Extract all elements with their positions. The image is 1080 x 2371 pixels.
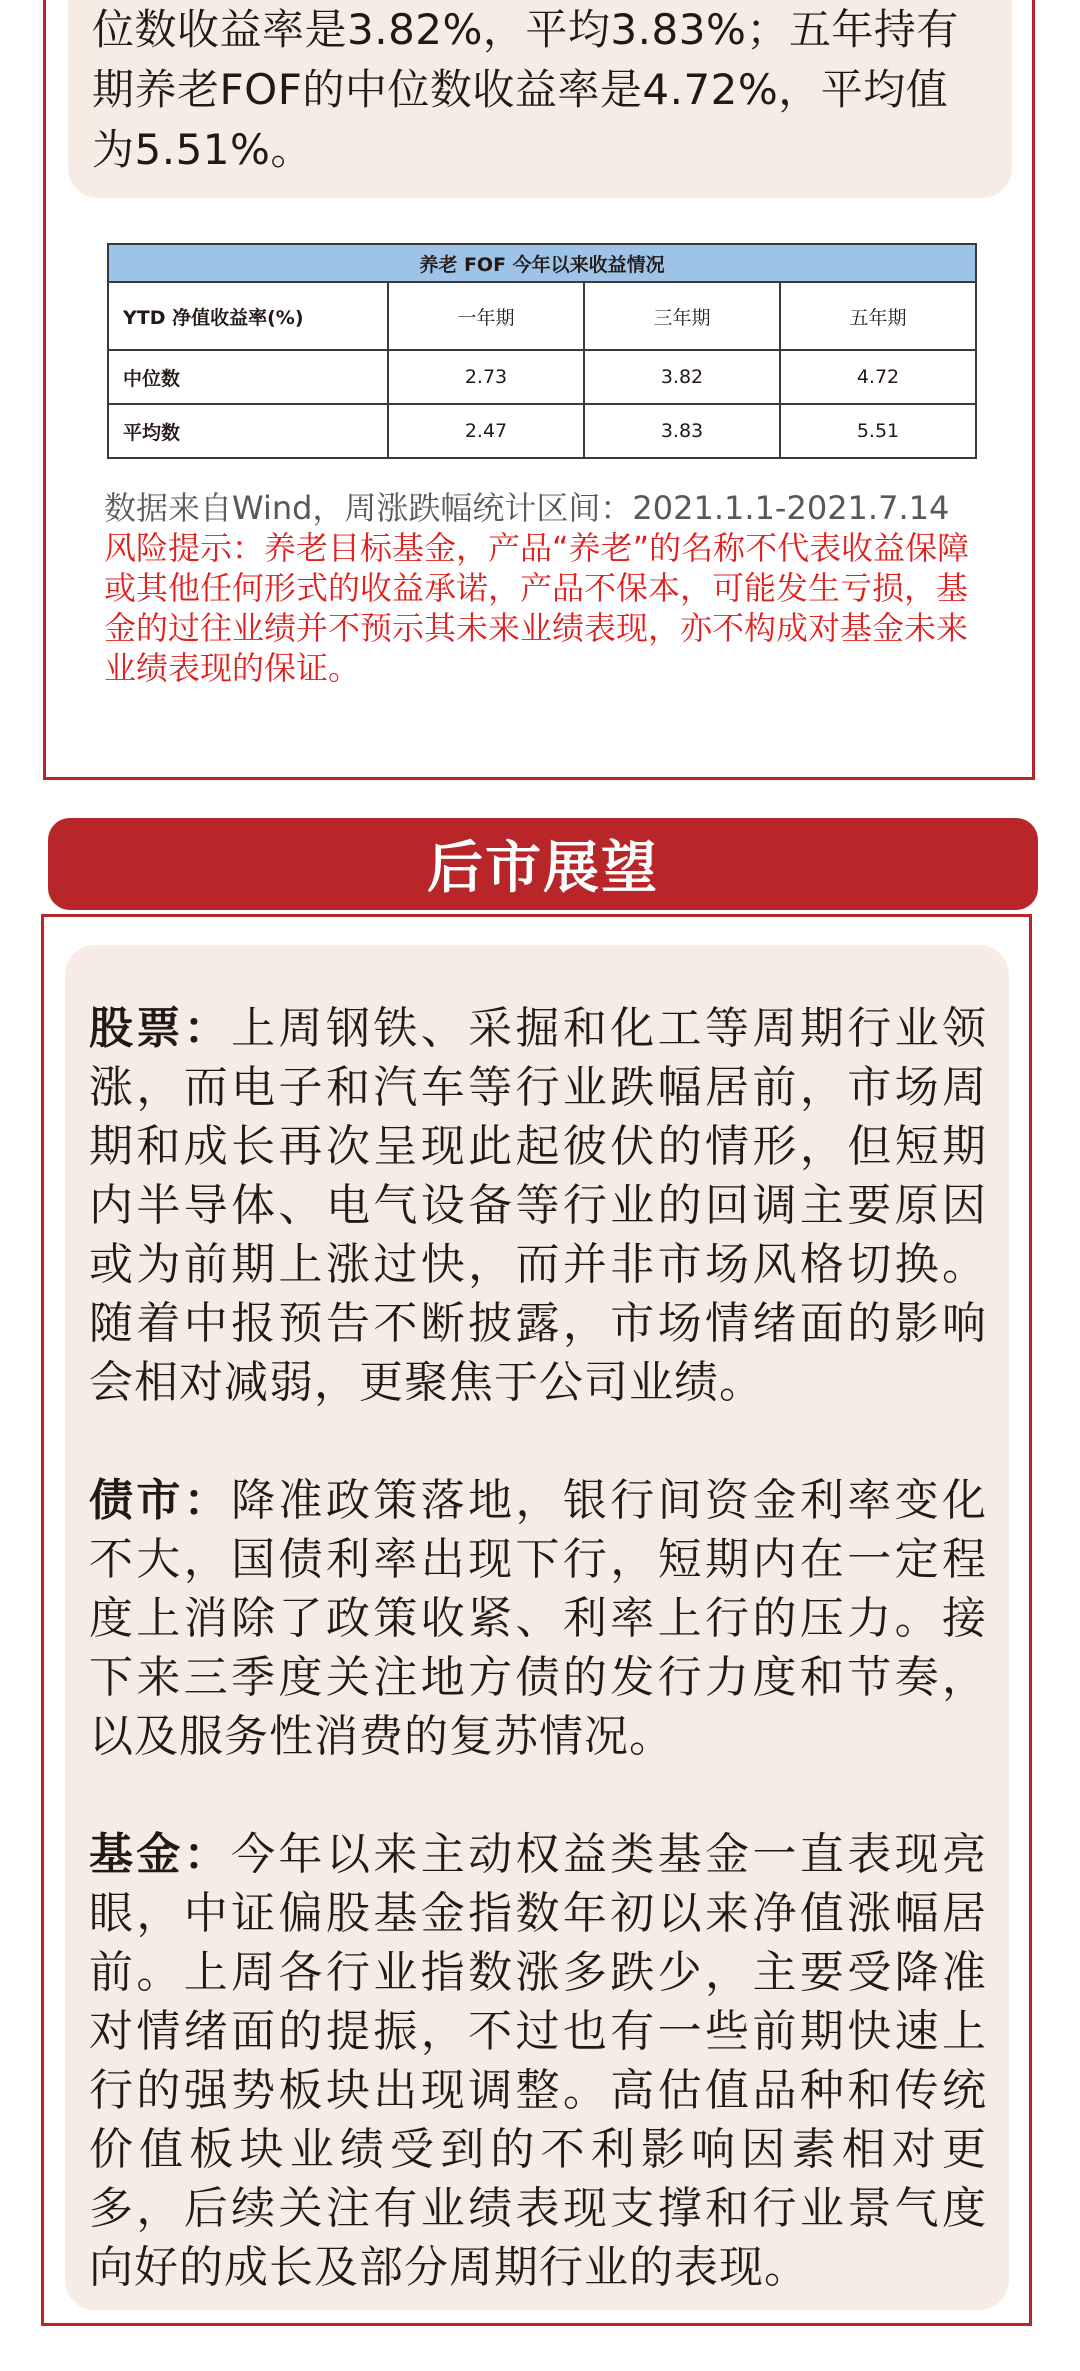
section-title: 后市展望 [427,836,659,901]
risk-disclaimer: 风险提示：养老目标基金，产品“养老”的名称不代表收益保障或其他任何形式的收益承诺，产品不保本，可能发生亏损，基金的过往业绩并不预示其未来业绩表现，亦不构成对基金未来业绩表现的保证。 [104,529,970,687]
table-cell: 4.72 [780,350,976,404]
paragraph-lead: 基金： [89,1829,232,1880]
table-cell: 3.82 [584,350,780,404]
paragraph-text: 降准政策落地，银行间资金利率变化不大，国债利率出现下行，短期内在一定程度上消除了政策收紧、利率上行的压力。接下来三季度关注地方债的发行力度和节奏，以及服务性消费的复苏情况。 [89,1475,988,1762]
table-cell: 3.83 [584,404,780,458]
paragraph-text: 上周钢铁、采掘和化工等周期行业领涨，而电子和汽车等行业跌幅居前，市场周期和成长再次呈现此起彼伏的情形，但短期内半导体、电气设备等行业的回调主要原因或为前期上涨过快，而并非市场风格切换。随着中报预告不断披露，市场情绪面的影响会相对减弱，更聚焦于公司业绩。 [89,1003,988,1408]
paragraph-text: 今年以来主动权益类基金一直表现亮眼，中证偏股基金指数年初以来净值涨幅居前。上周各行业指数涨多跌少，主要受降准对情绪面的提振，不过也有一些前期快速上行的强势板块出现调整。高估值品种和传统价值板块业绩受到的不利影响因素相对更多，后续关注有业绩表现支撑和行业景气度向好的成长及部分周期行业的表现。 [89,1829,988,2293]
table-header-metric: YTD 净值收益率(%) [108,282,388,350]
table-header-3y: 三年期 [584,282,780,350]
table-cell: 2.73 [388,350,584,404]
data-source-note: 数据来自Wind，周涨跌幅统计区间：2021.1.1-2021.7.14 [104,489,950,527]
table-row-label-average: 平均数 [108,404,388,458]
table-cell: 5.51 [780,404,976,458]
section-banner [48,818,1038,910]
table-header-5y: 五年期 [780,282,976,350]
intro-text: 位数收益率是3.82%，平均3.83%；五年持有期养老FOF的中位数收益率是4.72%，平均值为5.51%。 [92,5,959,174]
table-row-label-median: 中位数 [108,350,388,404]
paragraph-lead: 债市： [89,1475,232,1526]
table-header-row [108,282,976,350]
intro-card [68,0,1012,198]
outlook-paragraph-bonds [89,1471,987,1766]
outlook-card [65,945,1009,2310]
outlook-paragraph-funds [89,1825,987,2297]
outlook-paragraph-stocks [89,999,987,1412]
table-header-1y: 一年期 [388,282,584,350]
table-row [108,350,976,404]
table-cell: 2.47 [388,404,584,458]
table-row [108,404,976,458]
table-title: 养老 FOF 今年以来收益情况 [108,244,976,282]
paragraph-lead: 股票： [89,1003,232,1054]
ytd-return-table [107,243,977,459]
